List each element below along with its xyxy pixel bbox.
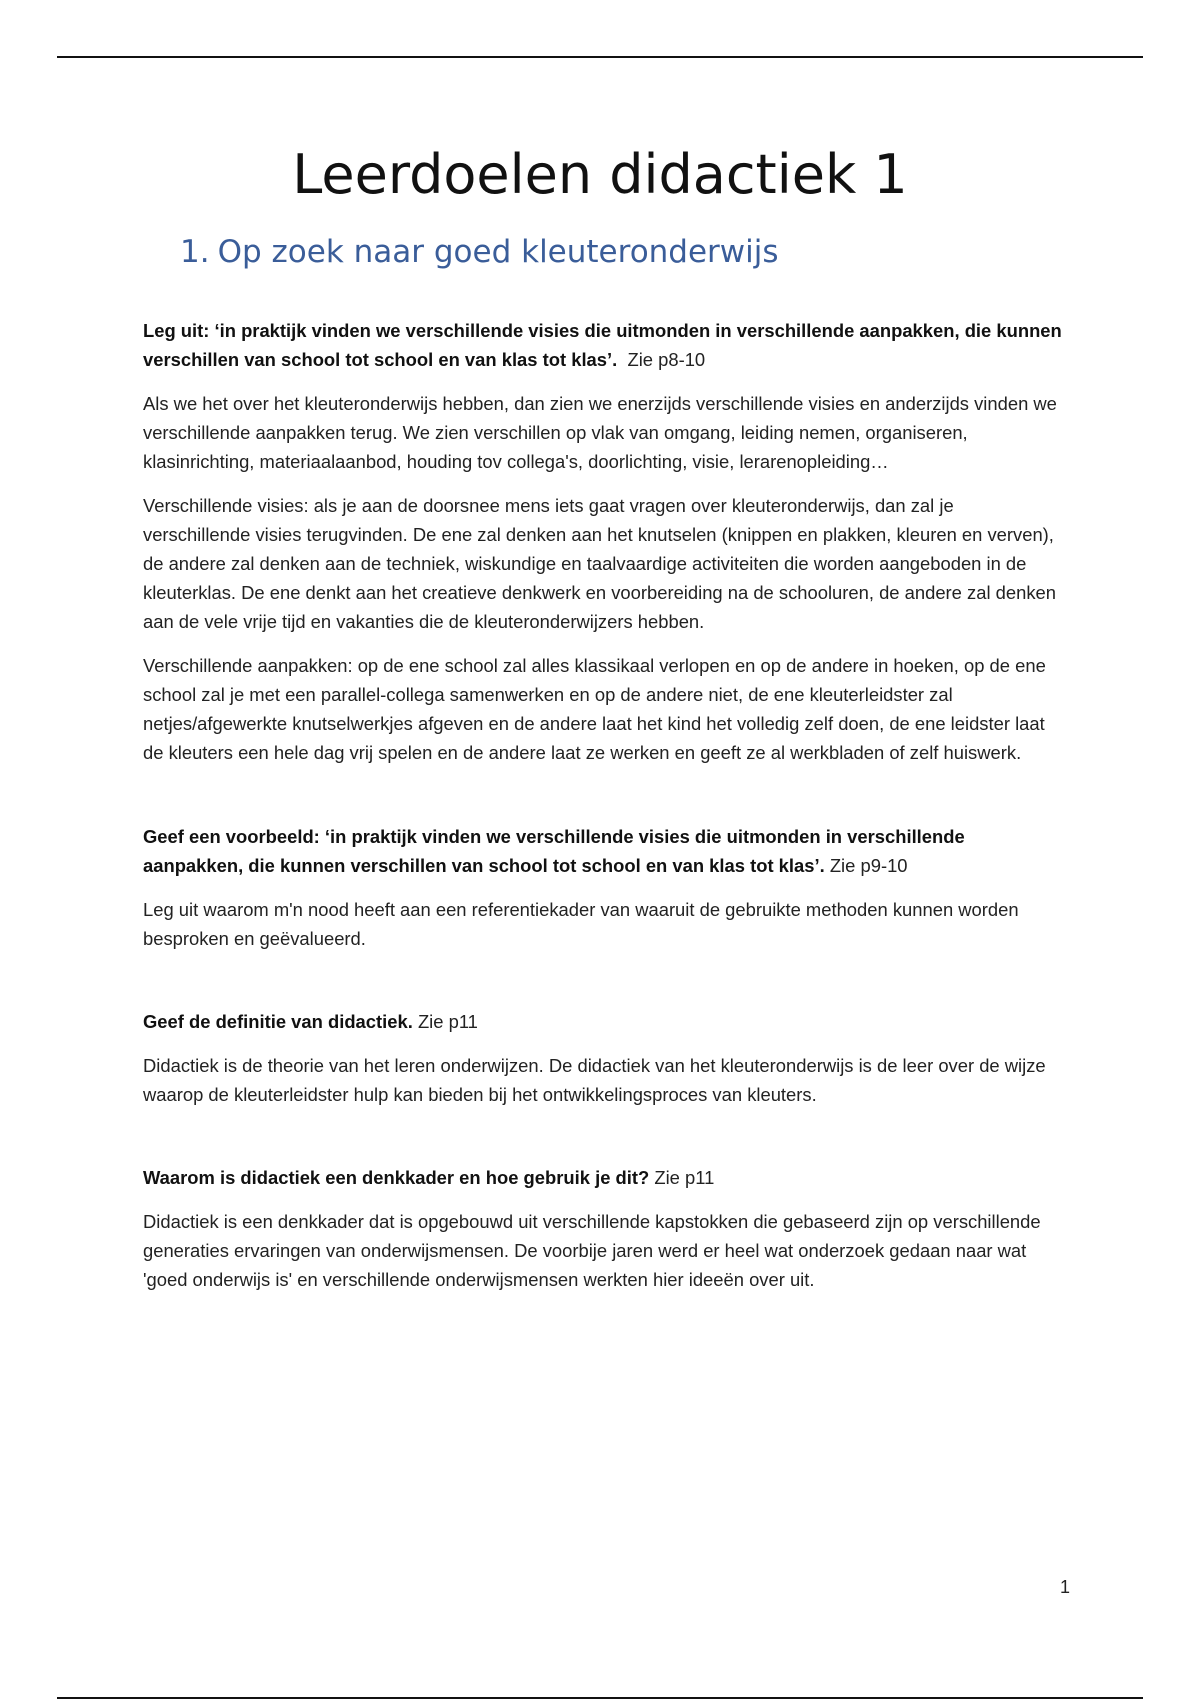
question-1 <box>143 316 1063 374</box>
question-3-text: Geef de definitie van didactiek. <box>143 1011 413 1032</box>
question-2-reference: Zie p9-10 <box>829 855 908 876</box>
spacer <box>143 1124 1063 1163</box>
question-1-text: Leg uit: ‘in praktijk vinden we verschillende visies die uitmonden in verschillende aanpakken, die kunnen verschillen van school tot school en van klas tot klas’. <box>143 320 1062 370</box>
section-heading-text: Op zoek naar goed kleuteronderwijs <box>217 234 779 270</box>
question-4-text: Waarom is didactiek een denkkader en hoe gebruik je dit? <box>143 1167 650 1188</box>
document-title: Leerdoelen didactiek 1 <box>292 143 908 206</box>
answer-4-paragraph-1: Didactiek is een denkkader dat is opgebouwd uit verschillende kapstokken die gebaseerd zijn op verschillende generaties ervaringen van onderwijsmensen. De voorbije jaren werd er heel wat onderzoek gedaan naar wat 'goed onderwijs is' en verschillende onderwijsmensen werkten hier ideeën over uit. <box>143 1211 1041 1290</box>
question-2 <box>143 822 1063 880</box>
top-rule <box>57 56 1143 58</box>
bottom-rule <box>57 1697 1143 1699</box>
answer-3-paragraph-1: Didactiek is de theorie van het leren onderwijzen. De didactiek van het kleuteronderwijs is de leer over de wijze waarop de kleuterleidster hulp kan bieden bij het ontwikkelingsproces van kleuters. <box>143 1055 1046 1105</box>
section-heading <box>180 230 779 274</box>
question-2-text: Geef een voorbeeld: ‘in praktijk vinden we verschillende visies die uitmonden in verschillende aanpakken, die kunnen verschillen van school tot school en van klas tot klas’. <box>143 826 965 876</box>
answer-1-paragraph-3: Verschillende aanpakken: op de ene school zal alles klassikaal verlopen en op de andere in hoeken, op de ene school zal je met een parallel-collega samenwerken en op de andere niet, de ene kleuterleidster zal netjes/afgewerkte knutselwerkjes afgeven en de andere laat het kind het volledig zelf doen, de ene leidster laat de kleuters een hele dag vrij spelen en de andere laat ze werken en geeft ze al werkbladen of zelf huiswerk. <box>143 655 1046 763</box>
question-1-reference: Zie p8-10 <box>627 349 706 370</box>
answer-2-paragraph-1: Leg uit waarom m'n nood heeft aan een referentiekader van waaruit de gebruikte methoden kunnen worden besproken en geëvalueerd. <box>143 899 1019 949</box>
question-3 <box>143 1007 1063 1036</box>
question-3-reference: Zie p11 <box>417 1011 478 1032</box>
section-heading-number: 1. <box>180 234 210 270</box>
page-number: 1 <box>1059 1577 1070 1597</box>
question-4-reference: Zie p11 <box>654 1167 715 1188</box>
question-4 <box>143 1163 1063 1192</box>
spacer <box>143 782 1063 822</box>
answer-1-paragraph-2: Verschillende visies: als je aan de doorsnee mens iets gaat vragen over kleuteronderwijs, dan zal je verschillende visies terugvinden. De ene zal denken aan het knutselen (knippen en plakken, kleuren en verven), de andere zal denken aan de techniek, wiskundige en taalvaardige activiteiten die worden aangeboden in de kleuterklas. De ene denkt aan het creatieve denkwerk en voorbereiding na de schooluren, de andere zal denken aan de vele vrije tijd en vakanties die de kleuteronderwijzers hebben. <box>143 495 1056 632</box>
document-body <box>143 316 1063 1309</box>
answer-1-paragraph-1: Als we het over het kleuteronderwijs hebben, dan zien we enerzijds verschillende visies en anderzijds vinden we verschillende aanpakken terug. We zien verschillen op vlak van omgang, leiding nemen, organiseren, klasinrichting, materiaalaanbod, houding tov collega's, doorlichting, visie, lerarenopleiding… <box>143 393 1057 472</box>
spacer <box>143 968 1063 1007</box>
